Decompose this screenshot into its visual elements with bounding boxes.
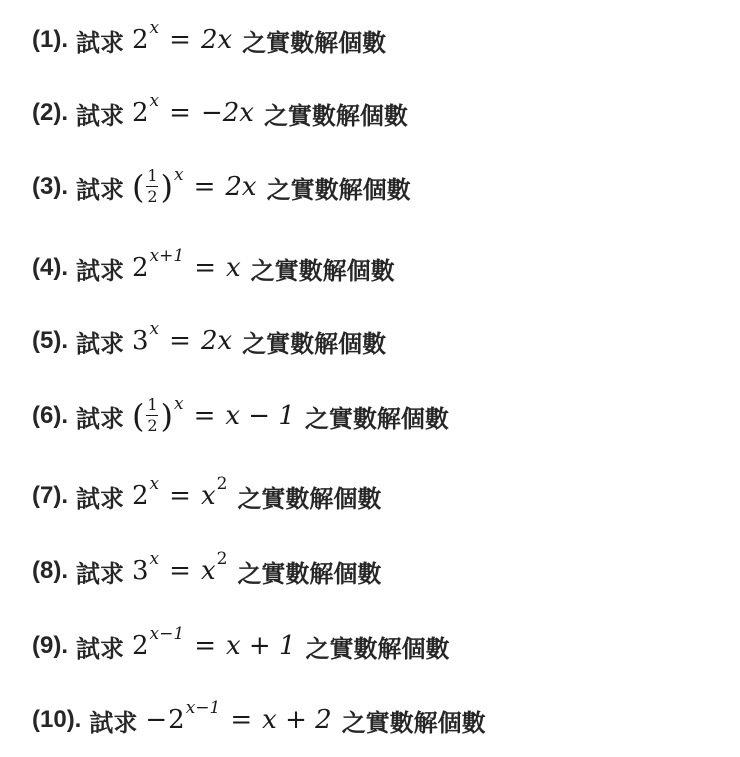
fraction — [146, 165, 158, 206]
problem-tail: 之實數解個數 — [341, 708, 486, 737]
problem-lead: 試求 — [76, 256, 124, 285]
problem-lead: 試求 — [76, 329, 124, 358]
equation — [132, 319, 233, 356]
lhs-base: 2 — [132, 25, 149, 55]
rhs-exponent-value: 2 — [216, 549, 228, 569]
equation — [132, 246, 241, 283]
rhs: x − 1 — [225, 401, 295, 431]
problem-2 — [32, 88, 408, 138]
lhs-exponent: x−1 — [149, 624, 185, 644]
equation — [132, 394, 295, 435]
fraction-denominator: 2 — [147, 186, 158, 206]
problem-tail: 之實數解個數 — [304, 404, 449, 433]
problem-number: (7). — [32, 482, 68, 509]
rhs: −2x — [200, 98, 254, 128]
lhs-exponent: x — [149, 91, 160, 111]
equation — [132, 474, 228, 511]
problem-number: (6). — [32, 402, 68, 429]
left-paren: ( — [132, 168, 145, 206]
problem-number: (8). — [32, 557, 68, 584]
lhs-base: 2 — [168, 705, 185, 735]
rhs: x — [226, 253, 241, 283]
equation — [132, 165, 257, 206]
rhs-base: x — [200, 481, 216, 511]
right-paren: ) — [160, 168, 173, 206]
problem-tail: 之實數解個數 — [242, 28, 387, 57]
problem-3 — [32, 162, 411, 212]
fraction-denominator: 2 — [147, 415, 158, 435]
lhs-exponent: x+1 — [149, 246, 185, 266]
rhs: 2x — [200, 326, 233, 356]
problem-number: (3). — [32, 173, 68, 200]
problem-5 — [32, 316, 386, 366]
rhs: x + 1 — [226, 631, 296, 661]
problem-1 — [32, 15, 386, 65]
lhs-exponent: x — [149, 549, 160, 569]
lhs-base: 2 — [132, 98, 149, 128]
lhs-negative-sign: − — [145, 705, 168, 735]
fraction-numerator: 1 — [147, 394, 158, 414]
fraction-numerator: 1 — [147, 165, 158, 185]
equals-sign: = — [193, 172, 216, 202]
problem-lead: 試求 — [76, 559, 124, 588]
equation — [132, 91, 254, 128]
equals-sign: = — [194, 631, 216, 661]
lhs-exponent: x — [149, 18, 160, 38]
lhs-exponent: x — [149, 474, 160, 494]
lhs-exponent: x — [173, 394, 184, 414]
problem-6 — [32, 391, 449, 441]
problem-4 — [32, 243, 395, 293]
lhs-base: 3 — [132, 326, 149, 356]
fraction — [146, 394, 158, 435]
lhs-base: 3 — [132, 556, 149, 586]
problem-tail: 之實數解個數 — [250, 256, 395, 285]
right-paren: ) — [160, 397, 173, 435]
equation — [132, 549, 228, 586]
problem-9 — [32, 621, 450, 671]
problem-tail: 之實數解個數 — [266, 175, 411, 204]
problem-number: (2). — [32, 99, 68, 126]
rhs-exponent — [217, 549, 228, 569]
problem-tail: 之實數解個數 — [263, 101, 408, 130]
problem-lead: 試求 — [76, 484, 124, 513]
problem-tail: 之實數解個數 — [305, 634, 450, 663]
equals-sign: = — [194, 253, 216, 283]
lhs-base: 2 — [132, 631, 149, 661]
problem-7 — [32, 471, 381, 521]
equation — [132, 18, 233, 55]
problem-number: (4). — [32, 254, 68, 281]
lhs-exponent: x — [173, 165, 184, 185]
problem-number: (9). — [32, 632, 68, 659]
problem-lead: 試求 — [76, 404, 124, 433]
problem-number: (1). — [32, 26, 68, 53]
lhs-exponent: x — [149, 319, 160, 339]
problem-lead: 試求 — [76, 175, 124, 204]
rhs: 2x — [200, 25, 233, 55]
problem-lead: 試求 — [89, 708, 138, 737]
left-paren: ( — [132, 397, 145, 435]
problem-tail: 之實數解個數 — [242, 329, 387, 358]
problem-number: (5). — [32, 327, 68, 354]
equation — [132, 624, 296, 661]
equals-sign: = — [193, 401, 216, 431]
problem-number: (10). — [32, 706, 82, 733]
problem-lead: 試求 — [76, 634, 124, 663]
problem-lead: 試求 — [76, 28, 124, 57]
problem-tail: 之實數解個數 — [237, 559, 382, 588]
problem-8 — [32, 546, 381, 596]
rhs-exponent — [217, 474, 228, 494]
equals-sign: = — [169, 556, 191, 586]
problem-10 — [32, 695, 486, 745]
rhs-exponent-value: 2 — [216, 474, 228, 494]
rhs-base: x — [200, 556, 216, 586]
equals-sign: = — [169, 326, 191, 356]
problem-tail: 之實數解個數 — [237, 484, 382, 513]
equals-sign: = — [169, 25, 191, 55]
rhs: 2x — [225, 172, 257, 202]
rhs: x + 2 — [262, 705, 332, 735]
problem-lead: 試求 — [76, 101, 124, 130]
lhs-base: 2 — [132, 253, 149, 283]
problem-list — [32, 0, 732, 757]
equals-sign: = — [169, 481, 191, 511]
equals-sign: = — [230, 705, 253, 735]
equation — [145, 698, 332, 735]
lhs-base: 2 — [132, 481, 149, 511]
equals-sign: = — [169, 98, 191, 128]
lhs-exponent: x−1 — [185, 698, 221, 718]
